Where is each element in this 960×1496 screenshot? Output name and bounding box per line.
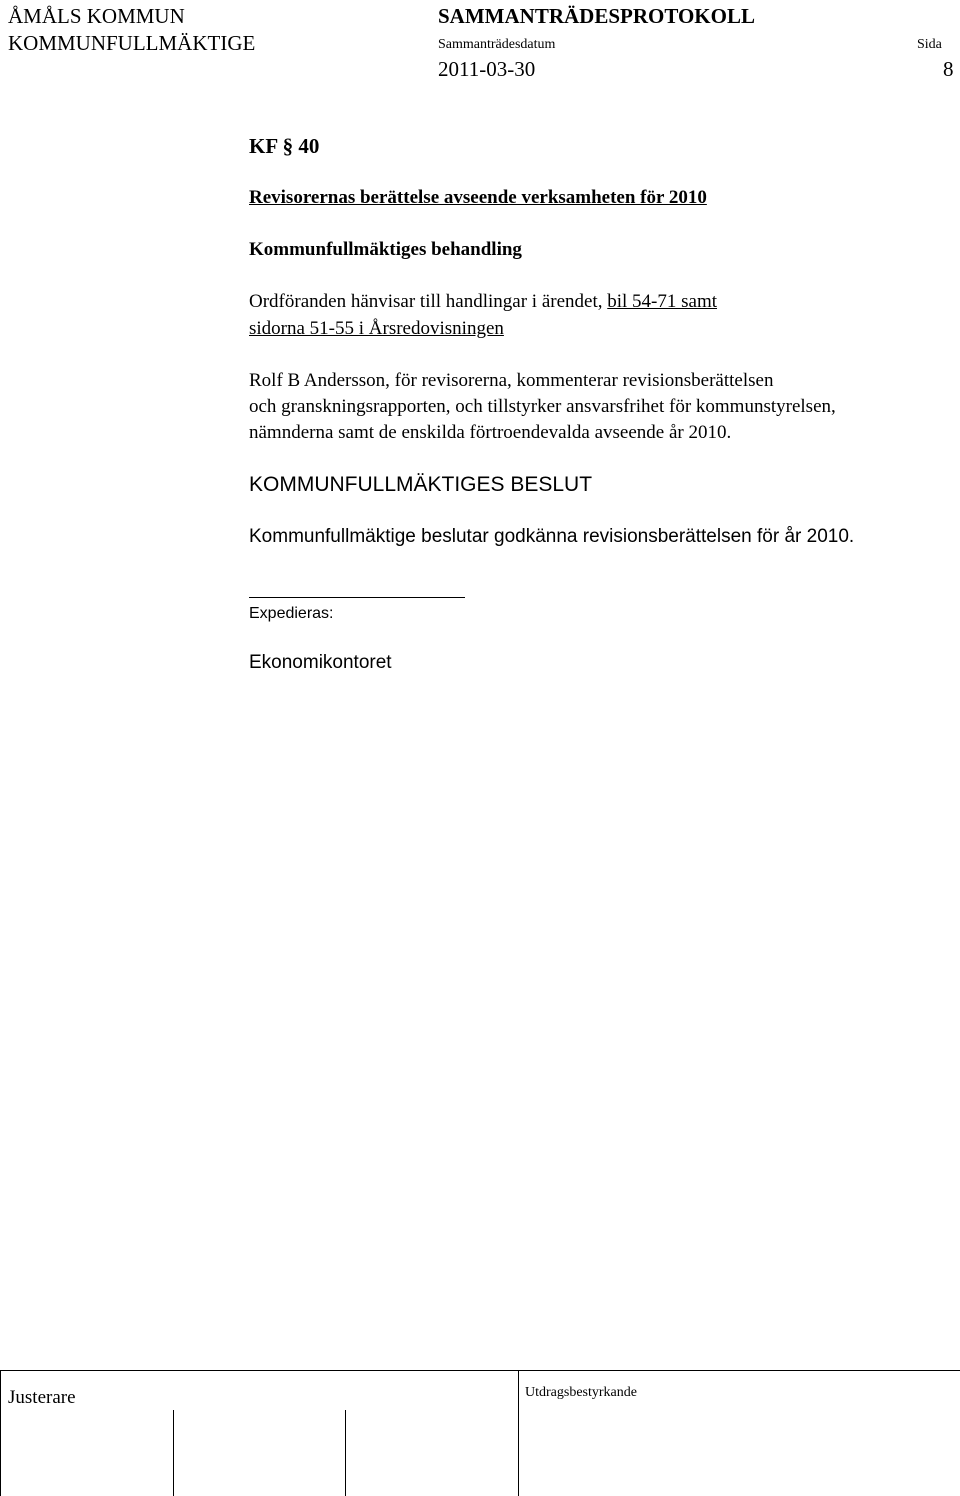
- doc-type: SAMMANTRÄDESPROTOKOLL: [438, 4, 755, 28]
- para2-line2: och granskningsrapporten, och tillstyrker ansvarsfrihet för kommunstyrelsen,: [249, 396, 836, 417]
- adjusters-label: Justerare: [8, 1387, 76, 1408]
- org-name: ÅMÅLS KOMMUN: [8, 4, 185, 28]
- date-label: Sammanträdesdatum: [438, 37, 556, 52]
- footer-divider: [518, 1370, 519, 1496]
- decision-text: Kommunfullmäktige beslutar godkänna revisionsberättelsen för år 2010.: [249, 526, 855, 547]
- footer-top-border: [0, 1370, 960, 1371]
- para2-line3: nämnderna samt de enskilda förtroendevalda avseende år 2010.: [249, 422, 732, 443]
- signature-divider-1: [173, 1410, 174, 1496]
- page-number: 8: [943, 57, 954, 81]
- para1-line1: [249, 292, 717, 311]
- item-number: KF § 40: [249, 134, 320, 158]
- footer-left-border: [0, 1370, 1, 1496]
- item-title: Revisorernas berättelse avseende verksamheten för 2010: [249, 187, 707, 208]
- separator-line: [249, 597, 465, 598]
- signature-divider-2: [345, 1410, 346, 1496]
- meeting-date: 2011-03-30: [438, 57, 536, 81]
- para1-line2: sidorna 51-55 i Årsredovisningen: [249, 318, 504, 339]
- decision-heading: KOMMUNFULLMÄKTIGES BESLUT: [249, 473, 593, 496]
- para2-line1: Rolf B Andersson, för revisorerna, kommenterar revisionsberättelsen: [249, 370, 774, 391]
- section-heading: Kommunfullmäktiges behandling: [249, 239, 522, 260]
- para1-text: Ordföranden hänvisar till handlingar i ärendet,: [249, 291, 608, 312]
- council-name: KOMMUNFULLMÄKTIGE: [8, 31, 256, 55]
- attachment-ref: bil 54-71 samt: [607, 291, 718, 312]
- page-label: Sida: [917, 37, 942, 52]
- dispatch-recipient: Ekonomikontoret: [249, 652, 392, 673]
- dispatch-label: Expedieras:: [249, 605, 334, 622]
- excerpt-label: Utdragsbestyrkande: [525, 1385, 637, 1400]
